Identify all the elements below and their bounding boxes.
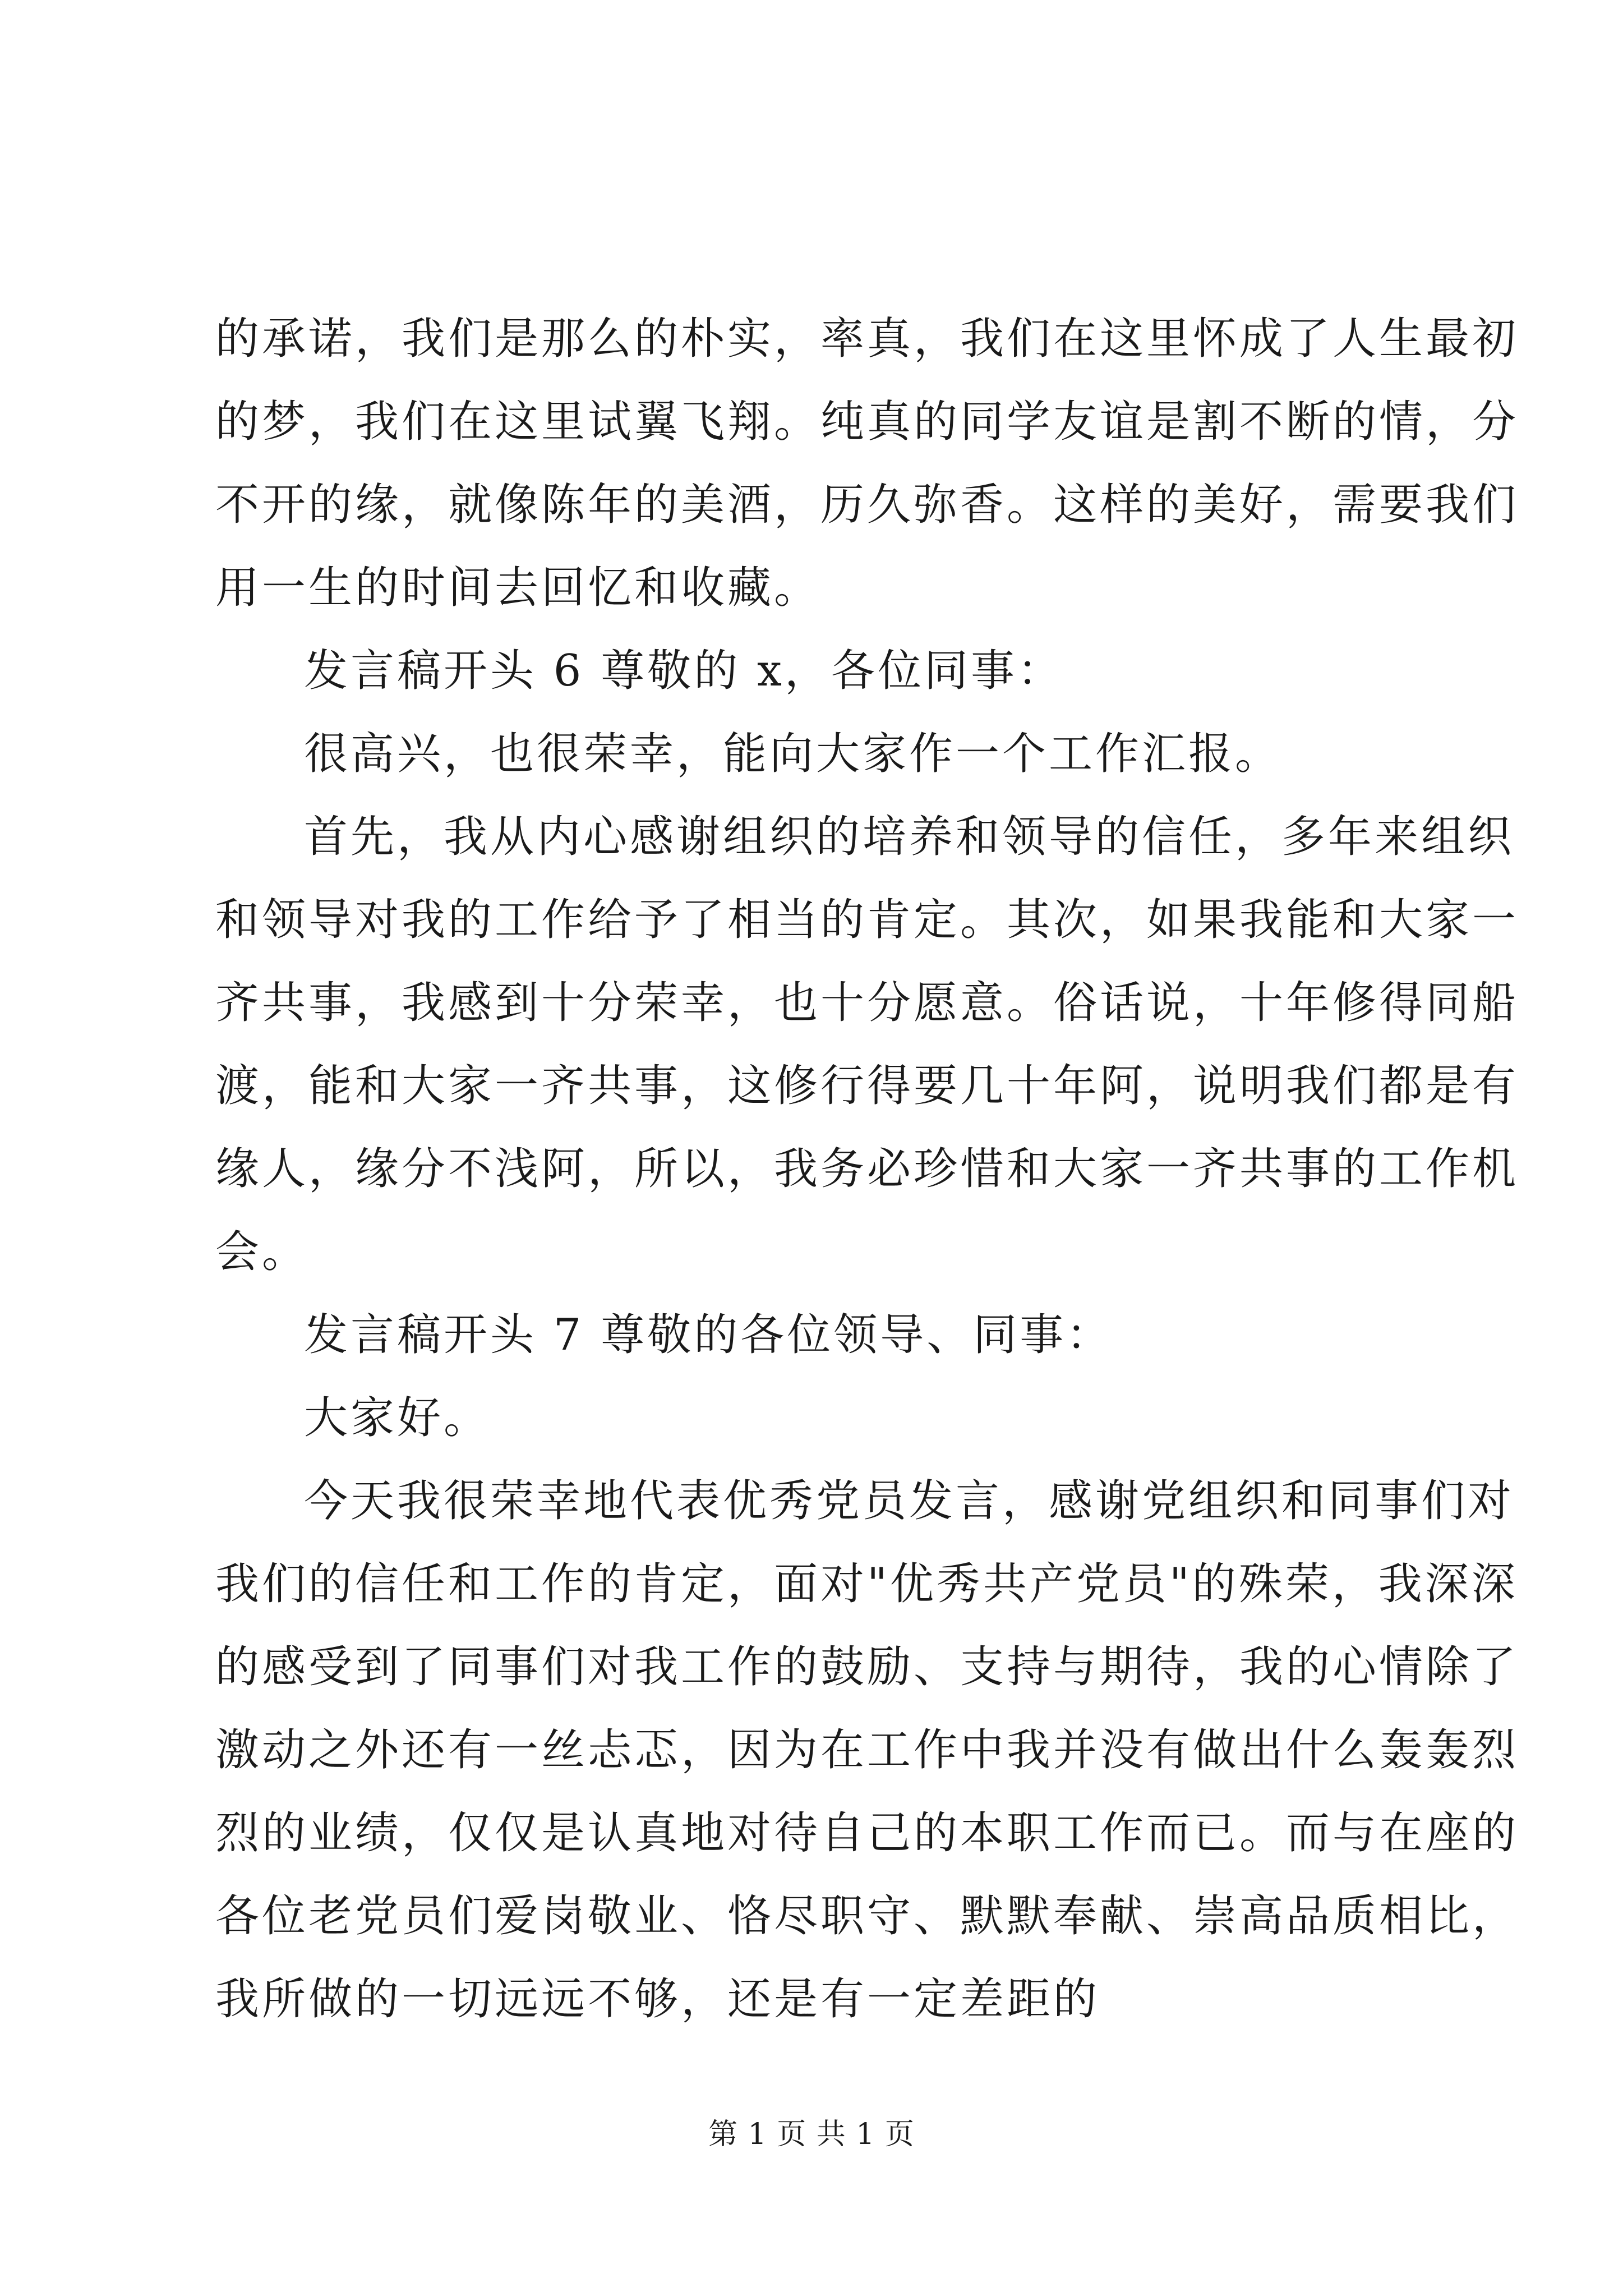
text-line: 的感受到了同事们对我工作的鼓励、支持与期待，我的心情除了 bbox=[215, 1642, 1519, 1692]
section-heading: 发言稿开头 6 尊敬的 x，各位同事： bbox=[304, 646, 1064, 696]
text-line: 我们的信任和工作的肯定，面对"优秀共产党员"的殊荣，我深深 bbox=[215, 1559, 1518, 1609]
text-line: 用一生的时间去回忆和收藏。 bbox=[215, 563, 821, 613]
document-body bbox=[215, 297, 1519, 2041]
text-line: 不开的缘，就像陈年的美酒，历久弥香。这样的美好，需要我们 bbox=[215, 480, 1519, 530]
text-line: 激动之外还有一丝忐忑，因为在工作中我并没有做出什么轰轰烈 bbox=[215, 1725, 1519, 1775]
section-heading: 发言稿开头 7 尊敬的各位领导、同事： bbox=[304, 1310, 1113, 1360]
text-line: 的承诺，我们是那么的朴实，率真，我们在这里怀成了人生最初 bbox=[215, 314, 1519, 364]
text-line: 的梦，我们在这里试翼飞翔。纯真的同学友谊是割不断的情，分 bbox=[215, 397, 1519, 447]
text-line: 烈的业绩，仅仅是认真地对待自己的本职工作而已。而与在座的 bbox=[215, 1808, 1519, 1858]
text-line: 各位老党员们爱岗敬业、恪尽职守、默默奉献、崇高品质相比， bbox=[215, 1891, 1519, 1941]
text-line: 大家好。 bbox=[304, 1393, 491, 1443]
text-line: 和领导对我的工作给予了相当的肯定。其次，如果我能和大家一 bbox=[215, 895, 1519, 945]
text-line: 渡，能和大家一齐共事，这修行得要几十年阿，说明我们都是有 bbox=[215, 1061, 1519, 1111]
text-line: 今天我很荣幸地代表优秀党员发言，感谢党组织和同事们对 bbox=[304, 1476, 1515, 1526]
text-line: 我所做的一切远远不够，还是有一定差距的 bbox=[215, 1974, 1100, 2024]
text-line: 齐共事，我感到十分荣幸，也十分愿意。俗话说，十年修得同船 bbox=[215, 978, 1519, 1028]
text-line: 缘人，缘分不浅阿，所以，我务必珍惜和大家一齐共事的工作机 bbox=[215, 1144, 1519, 1194]
page-footer: 第 1 页 共 1 页 bbox=[708, 2118, 915, 2151]
text-line: 会。 bbox=[215, 1227, 309, 1277]
text-line: 首先，我从内心感谢组织的培养和领导的信任，多年来组织 bbox=[304, 812, 1515, 862]
text-line: 很高兴，也很荣幸，能向大家作一个工作汇报。 bbox=[304, 729, 1282, 779]
